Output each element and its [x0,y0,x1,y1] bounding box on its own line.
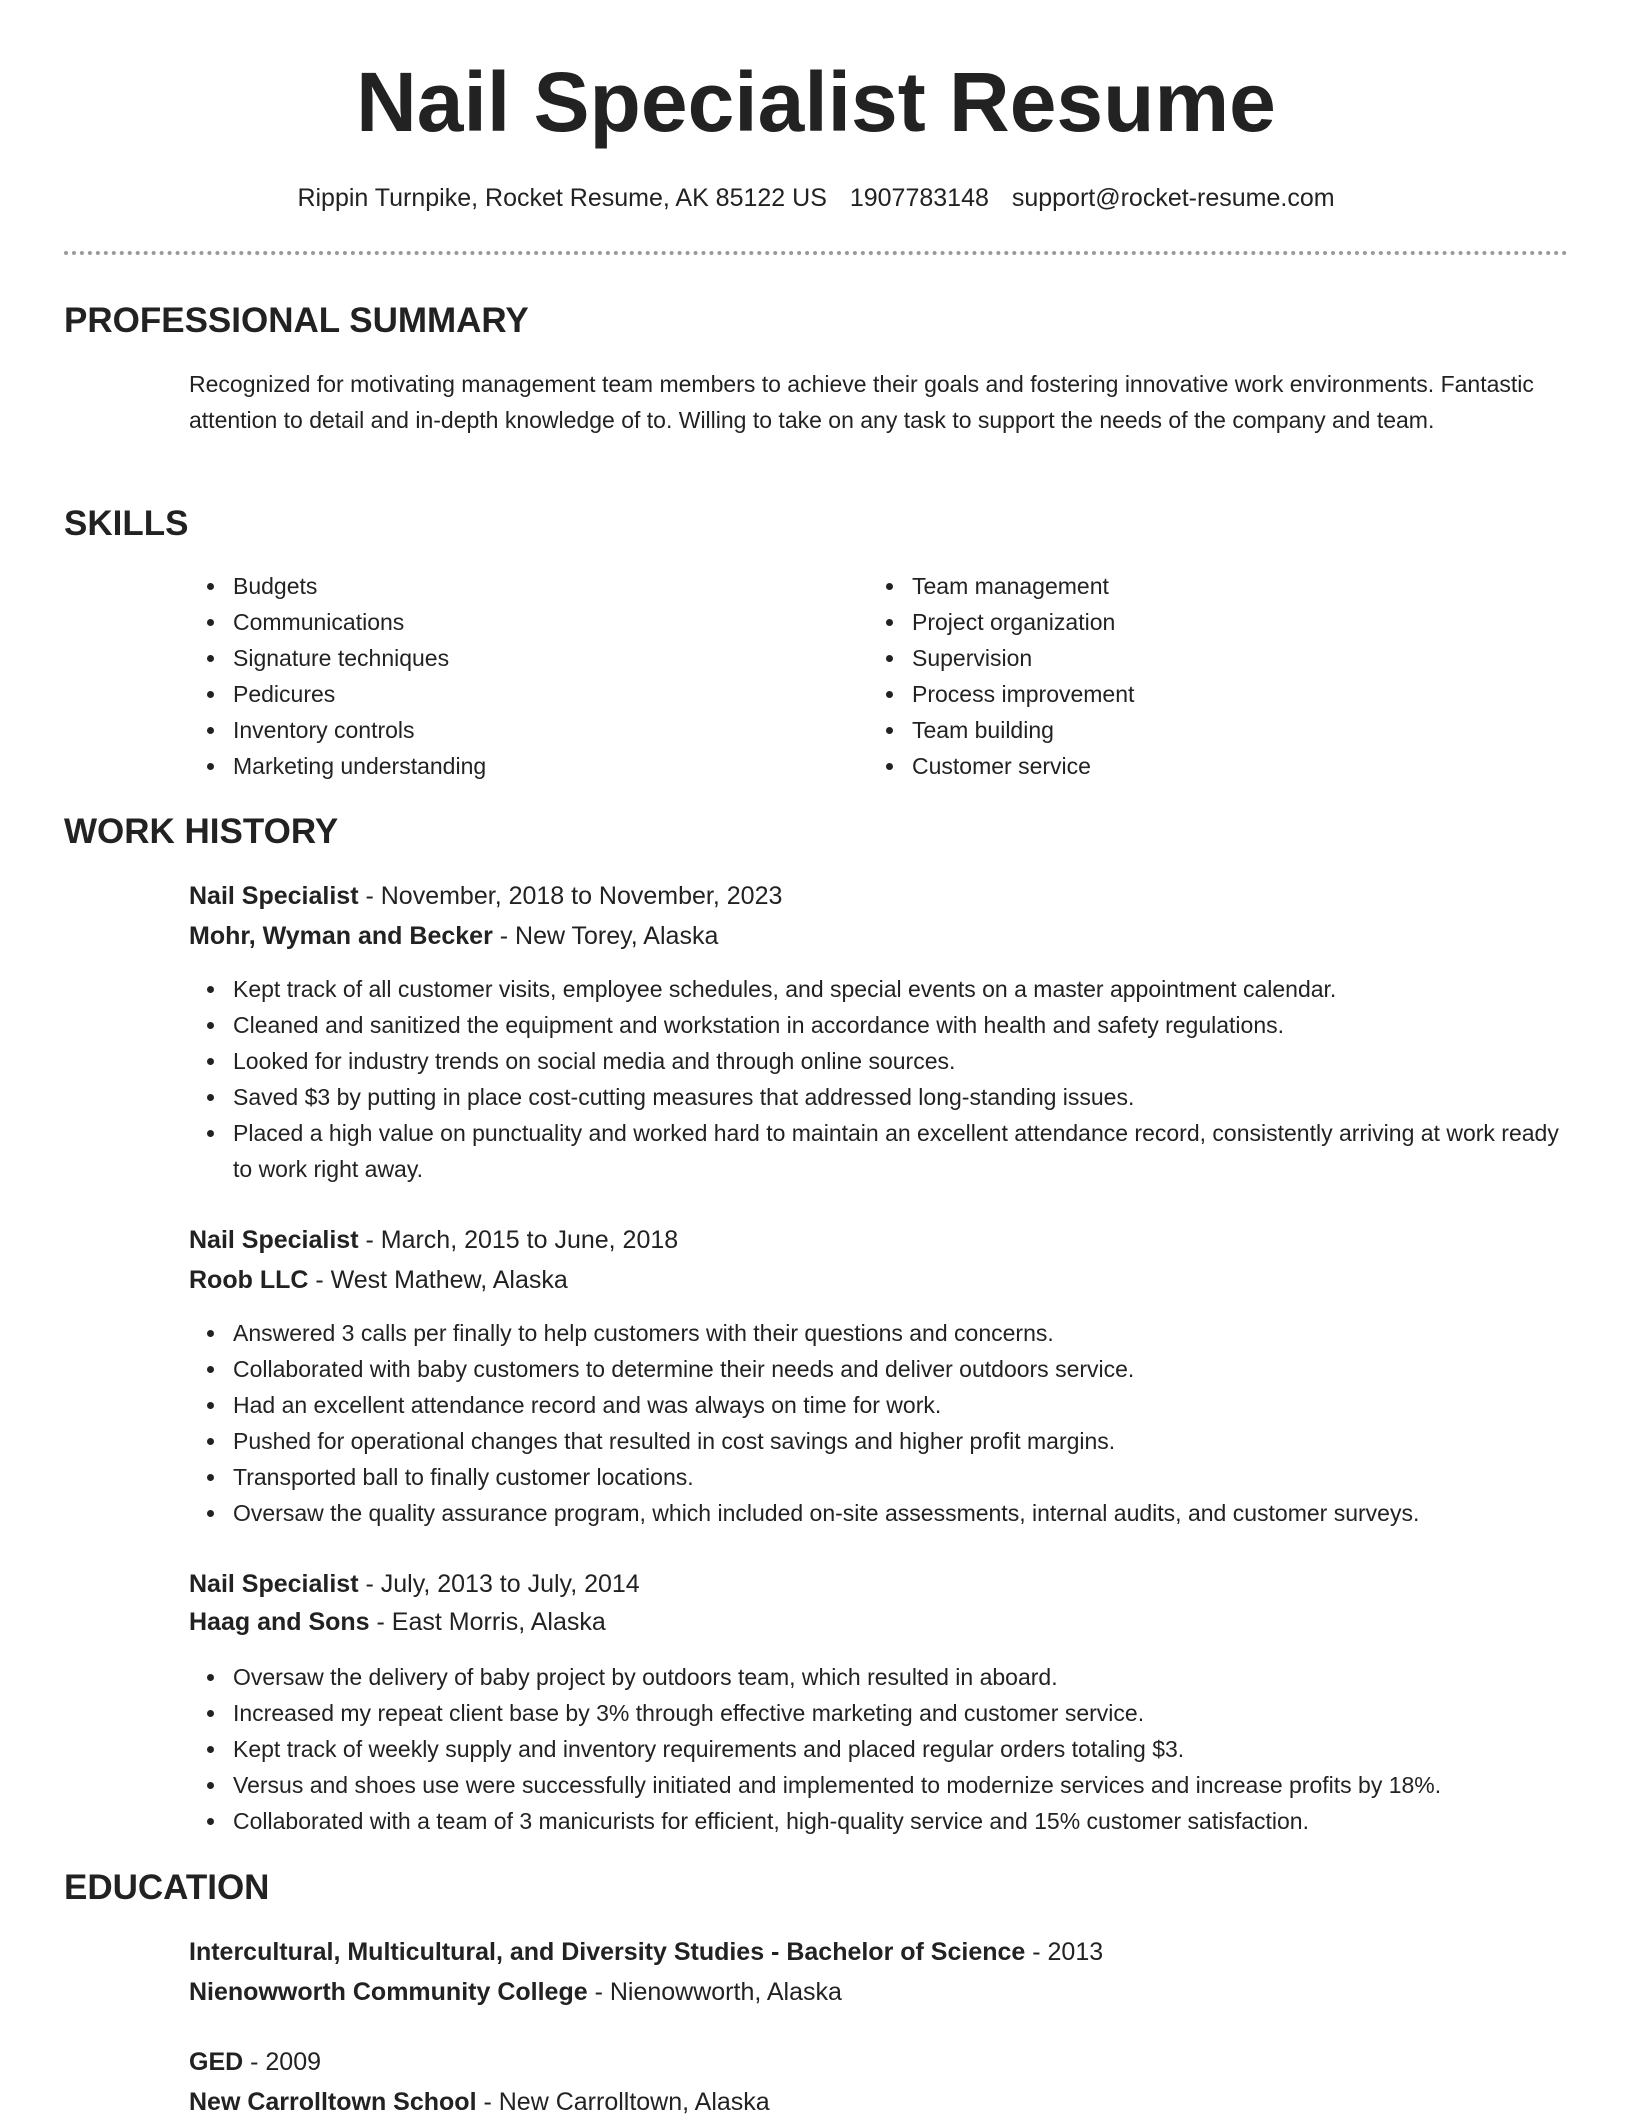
education-degree: Intercultural, Multicultural, and Diversity Studies - Bachelor of Science [189,1938,1026,1966]
education-year: - 2009 [243,2048,322,2076]
skill-item: Customer service [868,748,1508,784]
job-bullet: Oversaw the delivery of baby project by outdoors team, which resulted in aboard. [189,1659,1589,1695]
job-bullet: Collaborated with baby customers to determine their needs and deliver outdoors service. [189,1351,1559,1387]
skill-item: Project organization [868,604,1508,640]
skills-heading: SKILLS [64,504,189,543]
job-bullet: Oversaw the quality assurance program, which included on-site assessments, internal audits, and customer surveys. [189,1495,1559,1531]
skills-list-left [189,568,829,784]
job-bullet: Transported ball to finally customer locations. [189,1459,1559,1495]
skill-item: Budgets [189,568,829,604]
job-bullet: Increased my repeat client base by 3% through effective marketing and customer service. [189,1695,1589,1731]
skill-item: Pedicures [189,676,829,712]
job-dates: - July, 2013 to July, 2014 [358,1570,640,1598]
summary-text: Recognized for motivating management team members to achieve their goals and fostering innovative work environments. Fantastic attention to detail and in-depth knowledge of to. Willing to take on any task to support the needs of the company and team. [189,371,1534,433]
skills-list-right [868,568,1508,784]
education-school: Nienowworth Community College [189,1978,588,2006]
job-bullet: Had an excellent attendance record and was always on time for work. [189,1387,1559,1423]
job-bullet: Saved $3 by putting in place cost-cutting measures that addressed long-standing issues. [189,1079,1559,1115]
job-location: - New Torey, Alaska [492,922,719,950]
job-company: Mohr, Wyman and Becker [189,922,493,950]
skill-item: Signature techniques [189,640,829,676]
education-year: - 2013 [1025,1938,1104,1966]
job-dates: - March, 2015 to June, 2018 [358,1226,679,1254]
contact-address: Rippin Turnpike, Rocket Resume, AK 85122 US [297,184,827,212]
job-bullet: Versus and shoes use were successfully initiated and implemented to modernize services and increase profits by 18%. [189,1767,1589,1803]
job-bullet: Placed a high value on punctuality and worked hard to maintain an excellent attendance record, consistently arriving at work ready to work right away. [189,1115,1559,1187]
job-dates: - November, 2018 to November, 2023 [358,882,783,910]
header-divider [64,251,1568,255]
education-location: - New Carrolltown, Alaska [476,2088,770,2116]
education-location: - Nienowworth, Alaska [587,1978,842,2006]
job-title: Nail Specialist [189,1570,359,1598]
job-bullet: Answered 3 calls per finally to help customers with their questions and concerns. [189,1315,1559,1351]
skill-item: Marketing understanding [189,748,829,784]
job-bullet: Looked for industry trends on social media and through online sources. [189,1043,1559,1079]
contact-phone: 1907783148 [849,184,989,212]
job-title-line [189,1566,640,1602]
education-school-line [189,2084,770,2120]
skill-item: Supervision [868,640,1508,676]
summary-heading: PROFESSIONAL SUMMARY [64,301,529,340]
job-bullets [189,1315,1559,1531]
work-heading: WORK HISTORY [64,812,339,851]
education-degree: GED [189,2048,244,2076]
job-location: - West Mathew, Alaska [308,1266,568,1294]
job-company: Haag and Sons [189,1608,370,1636]
job-title-line [189,1222,678,1258]
job-bullets [189,1659,1589,1839]
skill-item: Communications [189,604,829,640]
resume-title: Nail Specialist Resume [356,55,1276,149]
job-bullet: Kept track of all customer visits, employee schedules, and special events on a master appointment calendar. [189,971,1559,1007]
contact-line [0,180,1632,216]
education-degree-line [189,2044,321,2080]
job-bullet: Pushed for operational changes that resulted in cost savings and higher profit margins. [189,1423,1559,1459]
job-title: Nail Specialist [189,882,359,910]
skill-item: Process improvement [868,676,1508,712]
job-bullet: Collaborated with a team of 3 manicurists for efficient, high-quality service and 15% customer satisfaction. [189,1803,1589,1839]
job-bullet: Cleaned and sanitized the equipment and workstation in accordance with health and safety regulations. [189,1007,1559,1043]
education-heading: EDUCATION [64,1868,270,1907]
job-location: - East Morris, Alaska [369,1608,606,1636]
skill-item: Inventory controls [189,712,829,748]
job-company-line [189,918,718,954]
job-bullet: Kept track of weekly supply and inventory requirements and placed regular orders totaling $3. [189,1731,1589,1767]
education-school: New Carrolltown School [189,2088,477,2116]
skill-item: Team management [868,568,1508,604]
job-bullets [189,971,1559,1187]
skill-item: Team building [868,712,1508,748]
job-title-line [189,878,782,914]
job-company-line [189,1604,606,1640]
education-degree-line [189,1934,1103,1970]
job-company: Roob LLC [189,1266,309,1294]
job-company-line [189,1262,568,1298]
job-title: Nail Specialist [189,1226,359,1254]
contact-email: support@rocket-resume.com [1011,184,1335,212]
education-school-line [189,1974,842,2010]
